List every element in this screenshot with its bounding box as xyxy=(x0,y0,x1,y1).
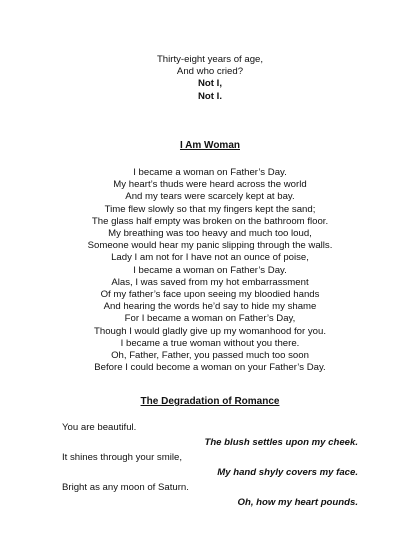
poem-line: Lady I am not for I have not an ounce of poise, xyxy=(111,252,309,264)
intro-line: And who cried? xyxy=(176,66,244,78)
poem-line: Though I would gladly give up my womanhood for you. xyxy=(94,325,326,337)
poem-line: Time flew slowly so that my fingers kept the sand; xyxy=(104,203,316,215)
intro-line: Not I, xyxy=(198,78,222,90)
poem-line: And hearing the words he’d say to hide my shame xyxy=(103,301,317,313)
poem-line: Oh, Father, Father, you passed much too soon xyxy=(111,350,309,362)
dialogue-line-right: The blush settles upon my cheek. xyxy=(204,437,358,448)
poem-line: My heart’s thuds were heard across the world xyxy=(113,179,307,191)
poem-line: I became a woman on Father’s Day. xyxy=(133,167,287,178)
poem-line: And my tears were scarcely kept at bay. xyxy=(125,191,295,203)
dialogue-line-left: It shines through your smile, xyxy=(62,452,182,463)
poem-line: My breathing was too heavy and much too loud, xyxy=(108,228,312,240)
poem-title-i-am-woman-wrap xyxy=(0,140,420,152)
poem-line: I became a true woman without you there. xyxy=(120,337,300,349)
dialogue-line-left: Bright as any moon of Saturn. xyxy=(62,482,189,493)
poem-line: Someone would hear my panic slipping through the walls. xyxy=(87,240,333,252)
poem-degradation-of-romance xyxy=(62,420,358,510)
intro-line: Not I. xyxy=(198,90,222,102)
poem-line: Of my father’s face upon seeing my bloodied hands xyxy=(100,289,320,301)
poem-title: I Am Woman xyxy=(179,140,240,151)
dialogue-line-left: You are beautiful. xyxy=(62,422,137,433)
poem-i-am-woman xyxy=(0,167,420,374)
poem-line: Before I could become a woman on your Father’s Day. xyxy=(94,362,326,374)
intro-stanza xyxy=(0,54,420,103)
poem-line: The glass half empty was broken on the bathroom floor. xyxy=(91,215,329,227)
poem-title-degradation-wrap xyxy=(0,396,420,408)
intro-line: Thirty-eight years of age, xyxy=(156,54,264,65)
poem-line: I became a woman on Father’s Day. xyxy=(133,264,287,276)
dialogue-line-right: My hand shyly covers my face. xyxy=(217,467,358,478)
poem-title: The Degradation of Romance xyxy=(140,396,280,407)
poem-line: For I became a woman on Father’s Day, xyxy=(124,313,296,325)
dialogue-line-right: Oh, how my heart pounds. xyxy=(237,497,358,508)
poem-line: Alas, I was saved from my hot embarrassment xyxy=(111,276,309,288)
